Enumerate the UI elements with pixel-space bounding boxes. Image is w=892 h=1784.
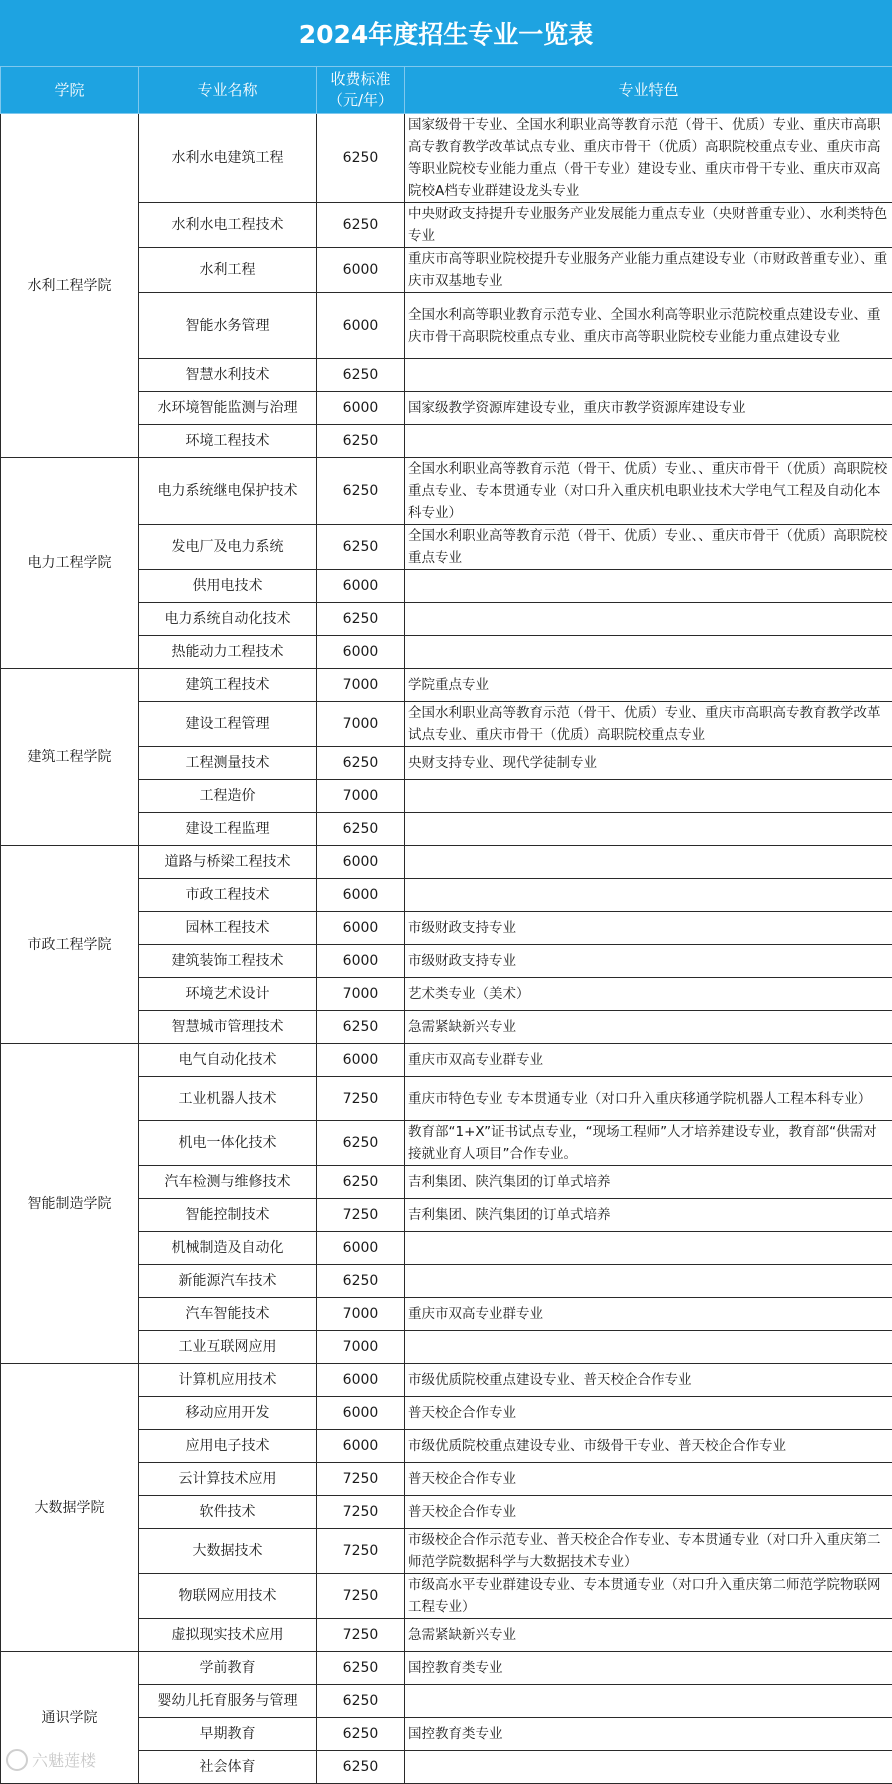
major-cell: 园林工程技术 (139, 912, 317, 945)
major-cell: 智能控制技术 (139, 1199, 317, 1232)
fee-cell: 6250 (317, 1166, 405, 1199)
feature-cell: 国家级骨干专业、全国水利职业高等教育示范（骨干、优质）专业、重庆市高职高专教育教学改革试点专业、重庆市骨干（优质）高职院校重点专业、重庆市高等职业院校专业能力重点（骨干专业）建设专业、重庆市骨干专业、重庆市双高院校A档专业群建设龙头专业 (405, 114, 892, 203)
feature-cell: 重庆市双高专业群专业 (405, 1298, 892, 1331)
major-cell: 热能动力工程技术 (139, 636, 317, 669)
major-cell: 建筑工程技术 (139, 669, 317, 702)
major-cell: 汽车检测与维修技术 (139, 1166, 317, 1199)
fee-cell: 6250 (317, 1265, 405, 1298)
major-cell: 环境工程技术 (139, 425, 317, 458)
fee-cell: 6000 (317, 570, 405, 603)
fee-cell: 7000 (317, 1298, 405, 1331)
feature-cell (405, 1265, 892, 1298)
feature-cell (405, 813, 892, 846)
major-cell: 建筑装饰工程技术 (139, 945, 317, 978)
feature-cell: 全国水利高等职业教育示范专业、全国水利高等职业示范院校重点建设专业、重庆市骨干高职院校重点专业、重庆市高等职业院校专业能力重点建设专业 (405, 293, 892, 359)
fee-cell: 7250 (317, 1463, 405, 1496)
fee-cell: 6250 (317, 359, 405, 392)
college-cell: 水利工程学院 (1, 114, 139, 458)
fee-cell: 6000 (317, 846, 405, 879)
major-cell: 计算机应用技术 (139, 1364, 317, 1397)
fee-cell: 7250 (317, 1529, 405, 1574)
fee-cell: 6250 (317, 1751, 405, 1784)
feature-cell (405, 359, 892, 392)
fee-cell: 6000 (317, 1397, 405, 1430)
feature-cell: 市级财政支持专业 (405, 945, 892, 978)
major-cell: 建设工程监理 (139, 813, 317, 846)
major-cell: 虚拟现实技术应用 (139, 1619, 317, 1652)
college-cell: 建筑工程学院 (1, 669, 139, 846)
header-feature: 专业特色 (405, 67, 892, 114)
feature-cell: 中央财政支持提升专业服务产业发展能力重点专业（央财普重专业）、水利类特色专业 (405, 203, 892, 248)
feature-cell: 市级校企合作示范专业、普天校企合作专业、专本贯通专业（对口升入重庆第二师范学院数据科学与大数据技术专业） (405, 1529, 892, 1574)
major-cell: 供用电技术 (139, 570, 317, 603)
major-cell: 早期教育 (139, 1718, 317, 1751)
major-cell: 智能水务管理 (139, 293, 317, 359)
major-cell: 大数据技术 (139, 1529, 317, 1574)
major-cell: 物联网应用技术 (139, 1574, 317, 1619)
major-cell: 水利水电建筑工程 (139, 114, 317, 203)
feature-cell: 全国水利职业高等教育示范（骨干、优质）专业、、重庆市骨干（优质）高职院校重点专业、专本贯通专业（对口升入重庆机电职业技术大学电气工程及自动化本科专业） (405, 458, 892, 525)
fee-cell: 6250 (317, 1652, 405, 1685)
feature-cell (405, 603, 892, 636)
feature-cell (405, 1232, 892, 1265)
feature-cell: 普天校企合作专业 (405, 1496, 892, 1529)
header-fee: 收费标准（元/年） (317, 67, 405, 114)
fee-cell: 7250 (317, 1199, 405, 1232)
fee-cell: 6250 (317, 458, 405, 525)
watermark-logo-icon (6, 1749, 28, 1771)
fee-cell: 7000 (317, 702, 405, 747)
fee-cell: 6000 (317, 392, 405, 425)
fee-cell: 6000 (317, 1430, 405, 1463)
table-row (1, 1652, 892, 1685)
major-cell: 水利工程 (139, 248, 317, 293)
fee-cell: 7250 (317, 1496, 405, 1529)
feature-cell: 学院重点专业 (405, 669, 892, 702)
fee-cell: 6250 (317, 1121, 405, 1166)
fee-cell: 6000 (317, 912, 405, 945)
fee-cell: 6000 (317, 1364, 405, 1397)
feature-cell (405, 425, 892, 458)
feature-cell: 普天校企合作专业 (405, 1397, 892, 1430)
major-cell: 水环境智能监测与治理 (139, 392, 317, 425)
table-row (1, 458, 892, 525)
feature-cell (405, 1331, 892, 1364)
major-cell: 移动应用开发 (139, 1397, 317, 1430)
feature-cell: 重庆市高等职业院校提升专业服务产业能力重点建设专业（市财政普重专业）、重庆市双基地专业 (405, 248, 892, 293)
fee-cell: 7000 (317, 669, 405, 702)
feature-cell (405, 1751, 892, 1784)
fee-cell: 6250 (317, 114, 405, 203)
feature-cell: 全国水利职业高等教育示范（骨干、优质）专业、、重庆市骨干（优质）高职院校重点专业 (405, 525, 892, 570)
fee-cell: 6250 (317, 1011, 405, 1044)
college-cell: 大数据学院 (1, 1364, 139, 1652)
feature-cell: 教育部“1+X”证书试点专业，“现场工程师”人才培养建设专业，教育部“供需对接就业育人项目”合作专业。 (405, 1121, 892, 1166)
feature-cell: 市级优质院校重点建设专业、市级骨干专业、普天校企合作专业 (405, 1430, 892, 1463)
major-cell: 水利水电工程技术 (139, 203, 317, 248)
fee-cell: 6250 (317, 1718, 405, 1751)
fee-cell: 7000 (317, 978, 405, 1011)
feature-cell (405, 636, 892, 669)
major-cell: 电力系统自动化技术 (139, 603, 317, 636)
feature-cell: 国控教育类专业 (405, 1718, 892, 1751)
table-row (1, 1364, 892, 1397)
major-cell: 社会体育 (139, 1751, 317, 1784)
fee-cell: 6000 (317, 1232, 405, 1265)
college-cell: 通识学院 (1, 1652, 139, 1784)
major-cell: 电气自动化技术 (139, 1044, 317, 1077)
major-cell: 汽车智能技术 (139, 1298, 317, 1331)
fee-cell: 7250 (317, 1077, 405, 1121)
major-cell: 软件技术 (139, 1496, 317, 1529)
fee-cell: 6000 (317, 248, 405, 293)
page-title: 2024年度招生专业一览表 (0, 0, 892, 66)
fee-cell: 6250 (317, 525, 405, 570)
major-cell: 智慧城市管理技术 (139, 1011, 317, 1044)
fee-cell: 6250 (317, 425, 405, 458)
watermark (6, 1748, 96, 1771)
feature-cell: 重庆市特色专业 专本贯通专业（对口升入重庆移通学院机器人工程本科专业） (405, 1077, 892, 1121)
fee-cell: 7250 (317, 1619, 405, 1652)
major-cell: 应用电子技术 (139, 1430, 317, 1463)
major-cell: 工程造价 (139, 780, 317, 813)
feature-cell: 国家级教学资源库建设专业，重庆市教学资源库建设专业 (405, 392, 892, 425)
table-body (1, 114, 892, 1784)
feature-cell (405, 780, 892, 813)
major-cell: 学前教育 (139, 1652, 317, 1685)
fee-cell: 7000 (317, 780, 405, 813)
fee-cell: 6000 (317, 945, 405, 978)
feature-cell: 吉利集团、陕汽集团的订单式培养 (405, 1166, 892, 1199)
table-header-row (1, 67, 892, 114)
feature-cell: 艺术类专业（美术） (405, 978, 892, 1011)
feature-cell: 市级高水平专业群建设专业、专本贯通专业（对口升入重庆第二师范学院物联网工程专业） (405, 1574, 892, 1619)
major-cell: 机电一体化技术 (139, 1121, 317, 1166)
fee-cell: 6000 (317, 636, 405, 669)
feature-cell: 全国水利职业高等教育示范（骨干、优质）专业、重庆市高职高专教育教学改革试点专业、重庆市骨干（优质）高职院校重点专业 (405, 702, 892, 747)
major-cell: 云计算技术应用 (139, 1463, 317, 1496)
feature-cell (405, 846, 892, 879)
table-row (1, 669, 892, 702)
college-cell: 市政工程学院 (1, 846, 139, 1044)
table-row (1, 1044, 892, 1077)
fee-cell: 7250 (317, 1574, 405, 1619)
major-cell: 智慧水利技术 (139, 359, 317, 392)
fee-cell: 6250 (317, 813, 405, 846)
feature-cell: 急需紧缺新兴专业 (405, 1011, 892, 1044)
major-cell: 发电厂及电力系统 (139, 525, 317, 570)
major-cell: 道路与桥梁工程技术 (139, 846, 317, 879)
college-cell: 电力工程学院 (1, 458, 139, 669)
fee-cell: 6250 (317, 603, 405, 636)
feature-cell (405, 570, 892, 603)
college-cell: 智能制造学院 (1, 1044, 139, 1364)
major-cell: 婴幼儿托育服务与管理 (139, 1685, 317, 1718)
major-cell: 机械制造及自动化 (139, 1232, 317, 1265)
fee-cell: 6000 (317, 879, 405, 912)
major-cell: 工业机器人技术 (139, 1077, 317, 1121)
major-cell: 工程测量技术 (139, 747, 317, 780)
feature-cell (405, 879, 892, 912)
table-row (1, 846, 892, 879)
feature-cell: 市级财政支持专业 (405, 912, 892, 945)
majors-table (0, 66, 892, 1784)
fee-cell: 6250 (317, 747, 405, 780)
fee-cell: 6000 (317, 1044, 405, 1077)
feature-cell: 急需紧缺新兴专业 (405, 1619, 892, 1652)
feature-cell: 市级优质院校重点建设专业、普天校企合作专业 (405, 1364, 892, 1397)
feature-cell (405, 1685, 892, 1718)
major-cell: 电力系统继电保护技术 (139, 458, 317, 525)
watermark-text: 六魅莲楼 (32, 1748, 96, 1771)
header-college: 学院 (1, 67, 139, 114)
fee-cell: 7000 (317, 1331, 405, 1364)
fee-cell: 6250 (317, 203, 405, 248)
major-cell: 市政工程技术 (139, 879, 317, 912)
header-major: 专业名称 (139, 67, 317, 114)
feature-cell: 吉利集团、陕汽集团的订单式培养 (405, 1199, 892, 1232)
table-row (1, 114, 892, 203)
feature-cell: 重庆市双高专业群专业 (405, 1044, 892, 1077)
major-cell: 工业互联网应用 (139, 1331, 317, 1364)
major-cell: 建设工程管理 (139, 702, 317, 747)
feature-cell: 央财支持专业、现代学徒制专业 (405, 747, 892, 780)
feature-cell: 国控教育类专业 (405, 1652, 892, 1685)
feature-cell: 普天校企合作专业 (405, 1463, 892, 1496)
fee-cell: 6000 (317, 293, 405, 359)
major-cell: 环境艺术设计 (139, 978, 317, 1011)
fee-cell: 6250 (317, 1685, 405, 1718)
major-cell: 新能源汽车技术 (139, 1265, 317, 1298)
